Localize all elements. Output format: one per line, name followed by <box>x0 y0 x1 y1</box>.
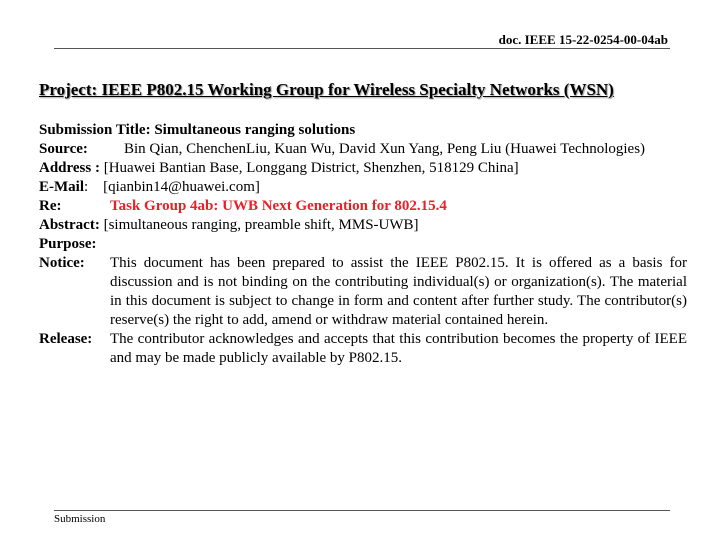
notice-label: Notice: <box>39 255 85 271</box>
footer-divider <box>54 510 670 511</box>
address-row <box>39 159 687 178</box>
re-label: Re: <box>39 198 62 214</box>
submission-title-value: Simultaneous ranging solutions <box>154 122 356 138</box>
notice-block <box>39 254 687 330</box>
header-divider <box>54 48 670 49</box>
address-label: Address : <box>39 160 100 176</box>
doc-id: doc. IEEE 15-22-0254-00-04ab <box>498 32 668 47</box>
email-row <box>39 178 687 197</box>
re-row <box>39 197 687 216</box>
project-title: Project: IEEE P802.15 Working Group for Wireless Specialty Networks (WSN) <box>39 80 614 99</box>
submission-title-label: Submission Title: <box>39 122 151 138</box>
release-label: Release: <box>39 331 93 347</box>
footer-label: Submission <box>54 513 106 525</box>
email-label: E-Mail <box>39 179 84 195</box>
address-value: [Huawei Bantian Base, Longgang District, Shenzhen, 518129 China] <box>103 160 519 176</box>
email-value: [qianbin14@huawei.com] <box>103 179 260 195</box>
email-colon: : <box>84 179 89 195</box>
purpose-label: Purpose: <box>39 236 97 252</box>
abstract-row <box>39 216 687 235</box>
source-label: Source: <box>39 141 88 157</box>
release-block <box>39 330 687 368</box>
abstract-value: [simultaneous ranging, preamble shift, MMS-UWB] <box>103 217 419 233</box>
abstract-label: Abstract: <box>39 217 100 233</box>
re-value: Task Group 4ab: UWB Next Generation for 802.15.4 <box>110 198 447 214</box>
source-row <box>39 140 687 159</box>
source-value: Bin Qian, ChenchenLiu, Kuan Wu, David Xun Yang, Peng Liu (Huawei Technologies) <box>124 141 646 157</box>
notice-text: This document has been prepared to assist the IEEE P802.15. It is offered as a basis for discussion and is not binding on the contributing individual(s) or organization(s). The material in this document is subject to change in form and content after further study. The contributor(s) reserve(s) the right to add, amend or withdraw material contained herein. <box>110 255 687 328</box>
purpose-row <box>39 235 687 254</box>
release-text: The contributor acknowledges and accepts that this contribution becomes the property of IEEE and may be made publicly available by P802.15. <box>110 331 687 366</box>
submission-fields <box>39 121 687 368</box>
submission-title-row <box>39 121 687 140</box>
